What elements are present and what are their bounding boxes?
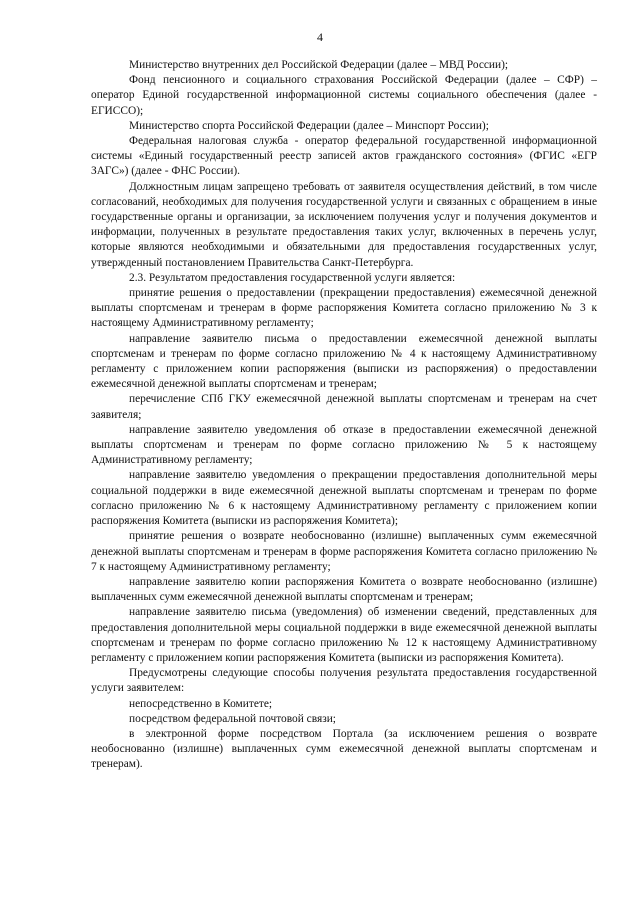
- paragraph: Предусмотрены следующие способы получения результата предоставления государственной услуги заявителем:: [91, 667, 597, 695]
- result-item: принятие решения о возврате необоснованно (излишне) выплаченных сумм ежемесячной денежной выплаты спортсменам и тренерам в форме распоряжения Комитета согласно приложению № 7 к настоящему Административному регламенту;: [91, 530, 597, 573]
- paragraph: Федеральная налоговая служба - оператор федеральной государственной информационной системы «Единый государственный реестр записей актов гражданского состояния» (ФГИС «ЕГР ЗАГС») (далее - ФНС России).: [91, 135, 597, 178]
- method-item: непосредственно в Комитете;: [129, 697, 273, 710]
- result-item: направление заявителю письма (уведомления) об изменении сведений, представленных для предоставления дополнительной меры социальной поддержки в виде ежемесячной денежной выплаты спортсменам и тренерам по форме согласно приложению № 12 к настоящему Административному регламенту с приложением копии распоряжения Комитета (выписки из распоряжения Комитета).: [91, 606, 597, 664]
- result-item: принятие решения о предоставлении (прекращении предоставления) ежемесячной денежной выплаты спортсменам и тренерам в форме распоряжения Комитета согласно приложению № 3 к настоящему Административному регламенту;: [91, 287, 597, 330]
- result-item: перечисление СПб ГКУ ежемесячной денежной выплаты спортсменам и тренерам на счет заявителя;: [91, 393, 597, 421]
- result-item: направление заявителю уведомления о прекращении предоставления дополнительной меры социальной поддержки в виде ежемесячной денежной выплаты спортсменам и тренерам по форме согласно приложению № 6 к настоящему Административному регламенту с приложением копии распоряжения Комитета (выписки из распоряжения Комитета);: [91, 469, 597, 528]
- document-body: [91, 58, 597, 773]
- section-heading: 2.3. Результатом предоставления государственной услуги является:: [129, 271, 456, 284]
- method-item: посредством федеральной почтовой связи;: [129, 712, 336, 725]
- paragraph: Фонд пенсионного и социального страхования Российской Федерации (далее – СФР) – оператор Единой государственной информационной системы социального обеспечения (далее - ЕГИССО);: [91, 74, 597, 117]
- page-number: 4: [317, 30, 323, 44]
- result-item: направление заявителю письма о предоставлении ежемесячной денежной выплаты спортсменам и тренерам по форме согласно приложению № 4 к настоящему Административному регламенту с приложением копии распоряжения (выписки из распоряжения) о предоставлении ежемесячной денежной выплаты спортсменам и тренерам;: [91, 332, 597, 391]
- result-item: направление заявителю уведомления об отказе в предоставлении ежемесячной денежной выплаты спортсменам и тренерам по форме согласно приложению № 5 к настоящему Административному регламенту;: [91, 423, 597, 467]
- paragraph: Должностным лицам запрещено требовать от заявителя осуществления действий, в том числе согласований, необходимых для получения государственной услуги и связанных с обращением в иные государственные органы и организации, за исключением получения услуг и получения документов и информации, полученных в результате предоставления таких услуг, включенных в перечень услуг, которые являются необходимыми и обязательными для предоставления государственных услуг, утвержденный постановлением Правительства Санкт-Петербурга.: [91, 180, 597, 269]
- paragraph: Министерство внутренних дел Российской Федерации (далее – МВД России);: [129, 59, 509, 71]
- method-item: в электронной форме посредством Портала (за исключением решения о возврате необоснованно (излишне) выплаченных сумм ежемесячной денежной выплаты спортсменам и тренерам).: [91, 727, 597, 771]
- result-item: направление заявителю копии распоряжения Комитета о возврате необоснованно (излишне) выплаченных сумм ежемесячной денежной выплаты спортсменам и тренерам;: [91, 575, 597, 604]
- paragraph: Министерство спорта Российской Федерации (далее – Минспорт России);: [129, 119, 489, 132]
